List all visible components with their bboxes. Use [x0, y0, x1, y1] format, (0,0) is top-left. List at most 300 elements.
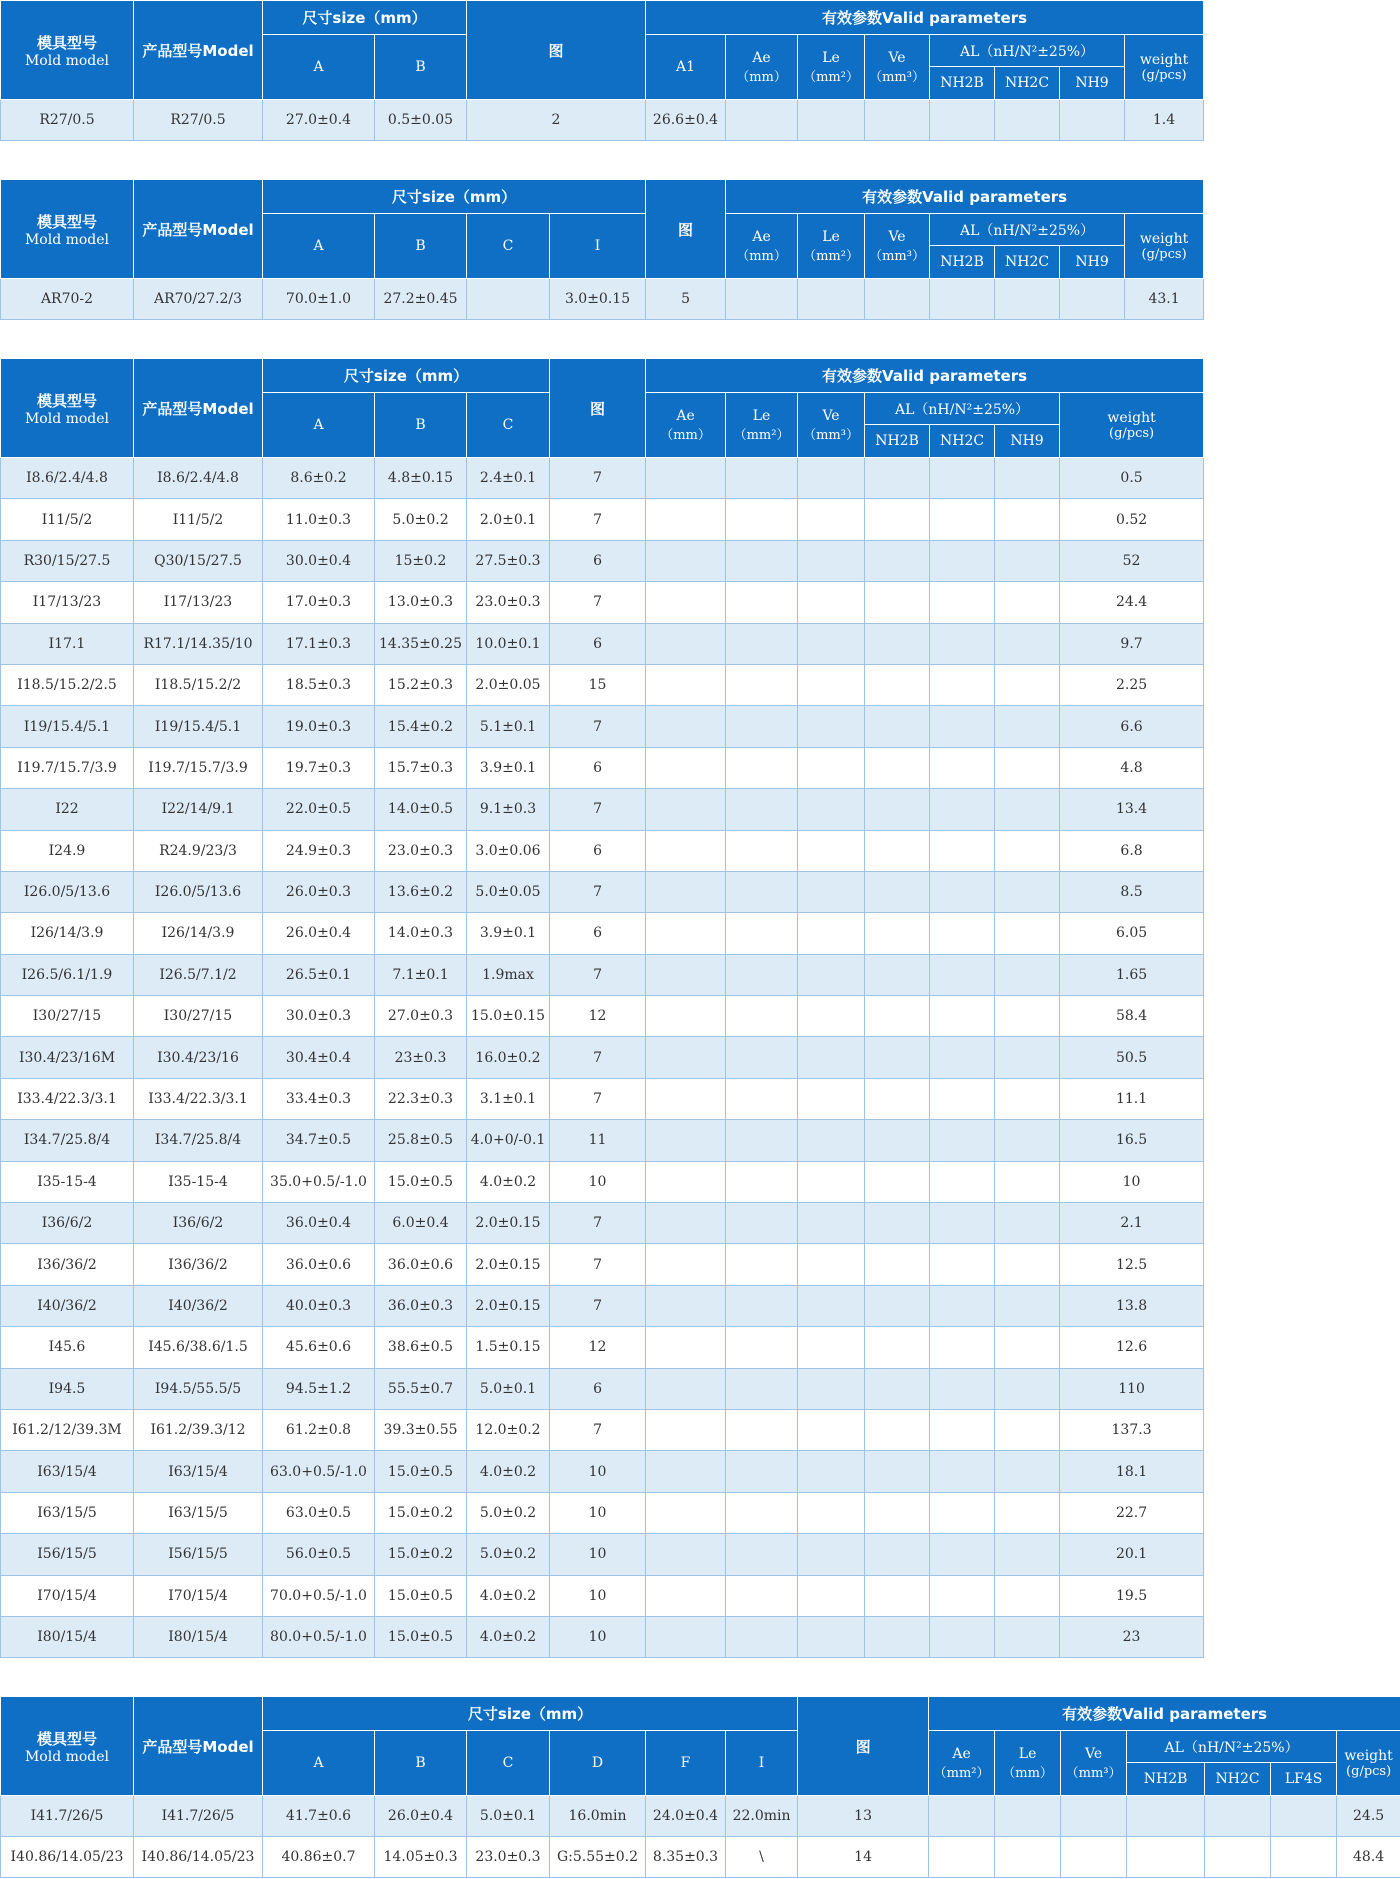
cell-le [726, 1327, 798, 1368]
cell-mold: I33.4/22.3/3.1 [1, 1078, 134, 1119]
cell-mold: I30.4/23/16M [1, 1037, 134, 1078]
cell-nh9 [995, 1161, 1060, 1202]
cell-weight: 50.5 [1060, 1037, 1204, 1078]
cell-le [726, 789, 798, 830]
cell-ve [798, 1534, 865, 1575]
cell-ve [798, 499, 865, 540]
table-row [1, 1368, 1204, 1409]
col-mold-model: 模具型号 Mold model [1, 1, 134, 100]
cell-c: 10.0±0.1 [467, 623, 550, 664]
cell-ae [646, 706, 726, 747]
cell-nh2b [865, 830, 930, 871]
cell-i: 3.0±0.15 [550, 279, 646, 320]
cell-ve [798, 1285, 865, 1326]
col-ve: Ve （mm³） [865, 214, 930, 279]
cell-ae [646, 1244, 726, 1285]
col-le: Le （mm²） [798, 214, 865, 279]
col-size-group: 尺寸size（mm） [263, 1697, 798, 1731]
cell-nh9 [995, 706, 1060, 747]
cell-a: 22.0±0.5 [263, 789, 375, 830]
col-size-d: D [550, 1731, 646, 1796]
cell-ve [798, 582, 865, 623]
cell-ae [646, 1616, 726, 1657]
cell-b: 36.0±0.3 [375, 1285, 467, 1326]
cell-ae [929, 1837, 995, 1878]
cell-nh2b [865, 954, 930, 995]
cell-model: I94.5/55.5/5 [134, 1368, 263, 1409]
cell-ae [929, 1796, 995, 1837]
cell-nh9 [995, 1451, 1060, 1492]
table-row [1, 1037, 1204, 1078]
cell-b: 14.05±0.3 [375, 1837, 467, 1878]
cell-mold: I34.7/25.8/4 [1, 1120, 134, 1161]
cell-model: Q30/15/27.5 [134, 540, 263, 581]
table-row [1, 499, 1204, 540]
cell-le [726, 1492, 798, 1533]
cell-mold: R30/15/27.5 [1, 540, 134, 581]
col-size-c: C [467, 214, 550, 279]
cell-nh2b [865, 789, 930, 830]
cell-nh2c [930, 1203, 995, 1244]
cell-le [726, 1534, 798, 1575]
cell-a: 63.0+0.5/-1.0 [263, 1451, 375, 1492]
cell-mold: I24.9 [1, 830, 134, 871]
col-al-group: AL（nH/N²±25%） [930, 35, 1125, 67]
cell-le [726, 623, 798, 664]
cell-ae [646, 1037, 726, 1078]
table-row [1, 1575, 1204, 1616]
cell-figure: 6 [550, 623, 646, 664]
spec-table-4 [0, 1696, 1400, 1878]
cell-b: 25.8±0.5 [375, 1120, 467, 1161]
cell-le [726, 664, 798, 705]
cell-b: 23.0±0.3 [375, 830, 467, 871]
cell-mold: I80/15/4 [1, 1616, 134, 1657]
col-a1: A1 [646, 35, 726, 100]
cell-b: 38.6±0.5 [375, 1327, 467, 1368]
cell-c: 23.0±0.3 [467, 1837, 550, 1878]
table-row [1, 540, 1204, 581]
cell-le [726, 706, 798, 747]
cell-le [726, 1409, 798, 1450]
cell-ve [798, 706, 865, 747]
cell-nh9 [995, 1409, 1060, 1450]
cell-c: 3.1±0.1 [467, 1078, 550, 1119]
cell-mold: AR70-2 [1, 279, 134, 320]
col-size-b: B [375, 214, 467, 279]
col-nh9: NH9 [995, 425, 1060, 458]
cell-c: 1.9max [467, 954, 550, 995]
cell-nh2b [865, 499, 930, 540]
cell-nh2c [930, 1244, 995, 1285]
cell-weight: 48.4 [1337, 1837, 1400, 1878]
cell-a: 40.0±0.3 [263, 1285, 375, 1326]
cell-i: \ [726, 1837, 798, 1878]
cell-ve [798, 623, 865, 664]
cell-a: 8.6±0.2 [263, 458, 375, 499]
cell-c: 5.0±0.1 [467, 1796, 550, 1837]
cell-figure: 7 [550, 954, 646, 995]
col-le: Le （mm²） [726, 393, 798, 458]
cell-f: 8.35±0.3 [646, 1837, 726, 1878]
col-size-b: B [375, 1731, 467, 1796]
cell-model: I40/36/2 [134, 1285, 263, 1326]
cell-nh2b [865, 1037, 930, 1078]
table-row [1, 458, 1204, 499]
cell-b: 6.0±0.4 [375, 1203, 467, 1244]
cell-mold: I40/36/2 [1, 1285, 134, 1326]
col-size-c: C [467, 1731, 550, 1796]
cell-ve [798, 1451, 865, 1492]
table-row [1, 747, 1204, 788]
cell-nh2c [930, 871, 995, 912]
cell-ve [798, 664, 865, 705]
col-ae: Ae （mm） [726, 214, 798, 279]
cell-nh2c [930, 623, 995, 664]
cell-c: 27.5±0.3 [467, 540, 550, 581]
col-size-c: C [467, 393, 550, 458]
cell-c: 3.9±0.1 [467, 913, 550, 954]
cell-ae [646, 1492, 726, 1533]
cell-c: 9.1±0.3 [467, 789, 550, 830]
col-size-f: F [646, 1731, 726, 1796]
cell-a: 17.1±0.3 [263, 623, 375, 664]
cell-ve [798, 789, 865, 830]
cell-b: 15.4±0.2 [375, 706, 467, 747]
cell-figure: 12 [550, 1327, 646, 1368]
cell-mold: I36/6/2 [1, 1203, 134, 1244]
cell-c: 12.0±0.2 [467, 1409, 550, 1450]
cell-weight: 13.8 [1060, 1285, 1204, 1326]
cell-c: 4.0+0/-0.1 [467, 1120, 550, 1161]
cell-a: 40.86±0.7 [263, 1837, 375, 1878]
cell-nh9 [995, 1285, 1060, 1326]
cell-c: 2.0±0.15 [467, 1203, 550, 1244]
cell-weight: 8.5 [1060, 871, 1204, 912]
cell-nh2b [865, 623, 930, 664]
cell-nh2b [865, 1161, 930, 1202]
spec-table-1 [0, 0, 1204, 141]
cell-mold: I63/15/4 [1, 1451, 134, 1492]
cell-mold: I26.0/5/13.6 [1, 871, 134, 912]
col-le: Le （mm） [995, 1731, 1061, 1796]
cell-weight: 23 [1060, 1616, 1204, 1657]
cell-ae [646, 1575, 726, 1616]
cell-c: 4.0±0.2 [467, 1575, 550, 1616]
cell-ae [646, 623, 726, 664]
cell-weight: 0.5 [1060, 458, 1204, 499]
col-product-model: 产品型号Model [134, 359, 263, 458]
cell-figure: 12 [550, 996, 646, 1037]
cell-ve [798, 830, 865, 871]
table-row [1, 1327, 1204, 1368]
cell-mold: I17/13/23 [1, 582, 134, 623]
cell-a: 61.2±0.8 [263, 1409, 375, 1450]
table-row [1, 996, 1204, 1037]
cell-le [726, 458, 798, 499]
table-row [1, 100, 1204, 141]
cell-model: I8.6/2.4/4.8 [134, 458, 263, 499]
cell-weight: 12.5 [1060, 1244, 1204, 1285]
cell-le [726, 871, 798, 912]
cell-a: 33.4±0.3 [263, 1078, 375, 1119]
cell-b: 4.8±0.15 [375, 458, 467, 499]
col-nh2b: NH2B [1127, 1763, 1205, 1796]
cell-a: 30.0±0.3 [263, 996, 375, 1037]
cell-ve [798, 1037, 865, 1078]
col-size-b: B [375, 35, 467, 100]
col-mold-model: 模具型号 Mold model [1, 359, 134, 458]
cell-le [726, 913, 798, 954]
col-nh2b: NH2B [930, 67, 995, 100]
cell-model: I70/15/4 [134, 1575, 263, 1616]
cell-figure: 10 [550, 1575, 646, 1616]
cell-c: 5.0±0.2 [467, 1492, 550, 1533]
cell-a: 18.5±0.3 [263, 664, 375, 705]
cell-figure: 7 [550, 1285, 646, 1326]
cell-c: 5.0±0.2 [467, 1534, 550, 1575]
cell-figure: 11 [550, 1120, 646, 1161]
cell-model: AR70/27.2/3 [134, 279, 263, 320]
spec-table-2 [0, 179, 1204, 320]
cell-le [995, 1796, 1061, 1837]
col-figure: 图 [467, 1, 646, 100]
col-size-a: A [263, 1731, 375, 1796]
table-3-body [1, 458, 1204, 1658]
cell-figure: 6 [550, 830, 646, 871]
cell-figure: 6 [550, 540, 646, 581]
cell-figure: 5 [646, 279, 726, 320]
cell-ae [646, 871, 726, 912]
cell-nh9 [995, 830, 1060, 871]
cell-nh2c [930, 499, 995, 540]
cell-nh2c [930, 1078, 995, 1119]
cell-weight: 22.7 [1060, 1492, 1204, 1533]
cell-mold: I36/36/2 [1, 1244, 134, 1285]
cell-d: 16.0min [550, 1796, 646, 1837]
cell-nh2b [930, 279, 995, 320]
cell-b: 14.0±0.3 [375, 913, 467, 954]
cell-nh9 [995, 1368, 1060, 1409]
col-size-group: 尺寸size（mm） [263, 359, 550, 393]
cell-a: 11.0±0.3 [263, 499, 375, 540]
col-valid-parameters: 有效参数Valid parameters [646, 359, 1204, 393]
cell-figure: 2 [467, 100, 646, 141]
cell-figure: 7 [550, 1078, 646, 1119]
col-mold-model: 模具型号 Mold model [1, 180, 134, 279]
cell-mold: I41.7/26/5 [1, 1796, 134, 1837]
cell-nh2c [930, 1616, 995, 1657]
col-product-model: 产品型号Model [134, 180, 263, 279]
cell-b: 36.0±0.6 [375, 1244, 467, 1285]
cell-nh2c [930, 1368, 995, 1409]
cell-mold: I26.5/6.1/1.9 [1, 954, 134, 995]
cell-figure: 7 [550, 1037, 646, 1078]
col-size-a: A [263, 214, 375, 279]
col-ae: Ae （mm²） [929, 1731, 995, 1796]
cell-nh2b [930, 100, 995, 141]
col-size-i: I [550, 214, 646, 279]
cell-ae [726, 279, 798, 320]
table-row [1, 789, 1204, 830]
cell-nh2b [865, 1203, 930, 1244]
col-weight: weight (g/pcs) [1125, 214, 1204, 279]
table-row [1, 1244, 1204, 1285]
cell-model: I56/15/5 [134, 1534, 263, 1575]
col-nh2c: NH2C [1205, 1763, 1271, 1796]
cell-nh9 [995, 664, 1060, 705]
table-row [1, 830, 1204, 871]
cell-nh9 [995, 789, 1060, 830]
cell-a: 27.0±0.4 [263, 100, 375, 141]
cell-b: 23±0.3 [375, 1037, 467, 1078]
cell-nh2c [930, 706, 995, 747]
cell-nh2b [865, 582, 930, 623]
cell-mold: I19.7/15.7/3.9 [1, 747, 134, 788]
cell-figure: 7 [550, 1203, 646, 1244]
cell-mold: I19/15.4/5.1 [1, 706, 134, 747]
cell-model: I63/15/4 [134, 1451, 263, 1492]
cell-b: 15.0±0.5 [375, 1575, 467, 1616]
cell-ae [646, 540, 726, 581]
cell-le [726, 1368, 798, 1409]
cell-nh2c [930, 954, 995, 995]
cell-b: 55.5±0.7 [375, 1368, 467, 1409]
cell-nh2c [930, 747, 995, 788]
cell-mold: I26/14/3.9 [1, 913, 134, 954]
cell-b: 27.2±0.45 [375, 279, 467, 320]
cell-ve [1061, 1796, 1127, 1837]
cell-le [726, 540, 798, 581]
col-mold-model: 模具型号 Mold model [1, 1697, 134, 1796]
col-size-b: B [375, 393, 467, 458]
cell-f: 24.0±0.4 [646, 1796, 726, 1837]
cell-b: 14.35±0.25 [375, 623, 467, 664]
cell-ve [798, 1120, 865, 1161]
cell-model: I26.5/7.1/2 [134, 954, 263, 995]
cell-b: 15.0±0.2 [375, 1534, 467, 1575]
cell-ve [798, 1409, 865, 1450]
cell-nh9 [1060, 279, 1125, 320]
cell-a: 36.0±0.4 [263, 1203, 375, 1244]
cell-figure: 7 [550, 871, 646, 912]
cell-model: I63/15/5 [134, 1492, 263, 1533]
cell-ae [646, 830, 726, 871]
cell-a: 30.0±0.4 [263, 540, 375, 581]
cell-model: R24.9/23/3 [134, 830, 263, 871]
cell-weight: 43.1 [1125, 279, 1204, 320]
cell-nh2b [865, 1575, 930, 1616]
cell-ve [798, 1492, 865, 1533]
table-row [1, 1078, 1204, 1119]
cell-mold: I8.6/2.4/4.8 [1, 458, 134, 499]
cell-model: I36/6/2 [134, 1203, 263, 1244]
cell-b: 15.0±0.5 [375, 1616, 467, 1657]
cell-nh9 [995, 871, 1060, 912]
cell-weight: 52 [1060, 540, 1204, 581]
cell-weight: 0.52 [1060, 499, 1204, 540]
cell-ae [646, 747, 726, 788]
cell-nh9 [995, 996, 1060, 1037]
cell-ve [798, 913, 865, 954]
cell-le [995, 1837, 1061, 1878]
cell-nh2b [865, 1409, 930, 1450]
cell-ae [646, 996, 726, 1037]
cell-ve [798, 1161, 865, 1202]
cell-c: 2.4±0.1 [467, 458, 550, 499]
cell-figure: 6 [550, 1368, 646, 1409]
cell-ae [646, 913, 726, 954]
cell-nh2b [865, 1244, 930, 1285]
col-al-group: AL（nH/N²±25%） [930, 214, 1125, 246]
cell-ae [646, 789, 726, 830]
cell-nh9 [995, 1492, 1060, 1533]
cell-model: I17/13/23 [134, 582, 263, 623]
cell-nh2c [930, 830, 995, 871]
cell-a: 26.0±0.3 [263, 871, 375, 912]
cell-nh9 [995, 913, 1060, 954]
cell-ae [646, 582, 726, 623]
cell-b: 15.7±0.3 [375, 747, 467, 788]
cell-model: I26.0/5/13.6 [134, 871, 263, 912]
cell-mold: I70/15/4 [1, 1575, 134, 1616]
cell-nh9 [995, 747, 1060, 788]
cell-figure: 7 [550, 499, 646, 540]
cell-b: 13.0±0.3 [375, 582, 467, 623]
cell-figure: 7 [550, 1244, 646, 1285]
cell-c: 2.0±0.15 [467, 1244, 550, 1285]
cell-figure: 6 [550, 747, 646, 788]
cell-a: 70.0±1.0 [263, 279, 375, 320]
col-al-group: AL（nH/N²±25%） [865, 393, 1060, 425]
cell-b: 14.0±0.5 [375, 789, 467, 830]
col-figure: 图 [798, 1697, 929, 1796]
cell-nh9 [995, 1327, 1060, 1368]
cell-a: 80.0+0.5/-1.0 [263, 1616, 375, 1657]
cell-nh2b [865, 1120, 930, 1161]
col-ve: Ve （mm³） [865, 35, 930, 100]
col-weight: weight (g/pcs) [1337, 1731, 1400, 1796]
cell-ve [798, 1575, 865, 1616]
cell-a: 30.4±0.4 [263, 1037, 375, 1078]
col-weight: weight (g/pcs) [1060, 393, 1204, 458]
cell-c: 16.0±0.2 [467, 1037, 550, 1078]
cell-b: 15.2±0.3 [375, 664, 467, 705]
cell-nh9 [995, 1037, 1060, 1078]
cell-weight: 1.65 [1060, 954, 1204, 995]
cell-a: 45.6±0.6 [263, 1327, 375, 1368]
cell-c: 23.0±0.3 [467, 582, 550, 623]
cell-weight: 6.8 [1060, 830, 1204, 871]
cell-model: R17.1/14.35/10 [134, 623, 263, 664]
cell-figure: 7 [550, 706, 646, 747]
cell-nh2b [865, 1327, 930, 1368]
cell-c: 2.0±0.1 [467, 499, 550, 540]
cell-mold: R27/0.5 [1, 100, 134, 141]
cell-model: I35-15-4 [134, 1161, 263, 1202]
cell-a1: 26.6±0.4 [646, 100, 726, 141]
cell-ae [646, 1161, 726, 1202]
cell-c [467, 279, 550, 320]
cell-le [798, 100, 865, 141]
cell-b: 7.1±0.1 [375, 954, 467, 995]
cell-nh2c [930, 1534, 995, 1575]
cell-nh2b [865, 996, 930, 1037]
cell-le [798, 279, 865, 320]
col-ae: Ae （mm） [646, 393, 726, 458]
cell-model: I11/5/2 [134, 499, 263, 540]
cell-nh9 [995, 1534, 1060, 1575]
